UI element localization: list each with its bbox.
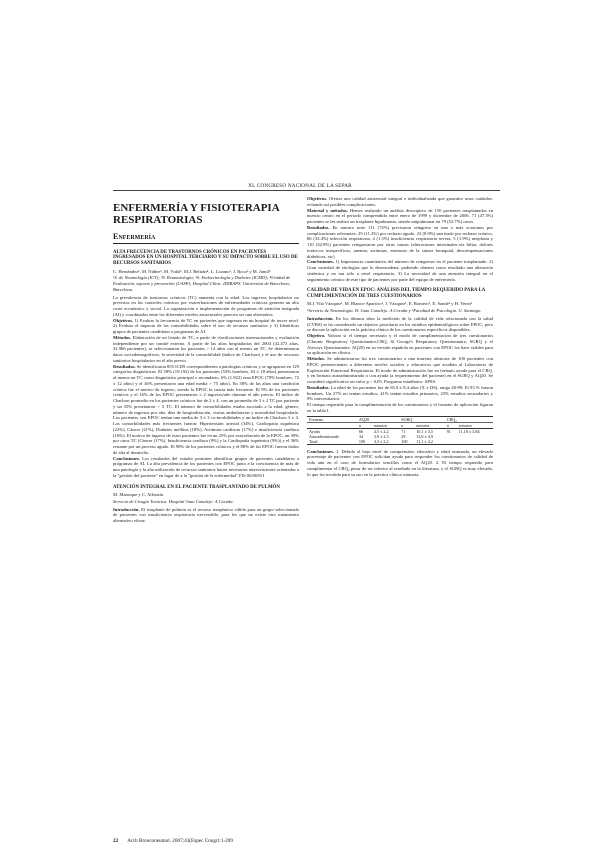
results-text: En nuestra serie 111 (74%) precisaron reingreso en una o más ocasiones por complicaciones relevantes: 29 (11.2%) por rechazo agudo, 23 (8.9%) motivado por rechazo crónico, 86 (33.4%) infección respiratoria, 4 (1.5%) insuficiencia respiratoria severa, 5 (1.9%) neoplasia y 110 (42.8%) pacientes reingresaron por otras causas (alteraciones intestinales-vía biliar, dolores torácicos inespecíficos, anemia, arritmias, estenosis de la sutura bronquial, descompensaciones diabéticas, etc)	[307, 224, 493, 259]
conclusions-label: Conclusiones.	[307, 448, 334, 454]
methods-text: Elaboración de un listado de TC, a partir de clasificaciones internacionales y evaluación independiente por un comité externo. A partir de las altas hospitalarias del 2004 (42.473 altas, 32.966 pacientes), se seleccionaron los pacientes > 14 años con al menos un TC. Se determinaron datos sociodemográficos, la severidad de la comorbilidad (índice de Charlson) y el uso de recursos sanitarios hospitalarios en el año previo.	[113, 334, 299, 363]
table-cell: 29	[401, 433, 406, 439]
table-group-sgrq: SGRQ	[399, 416, 444, 422]
conclusions-text: 1) Importancia cuantitativa del número de reingresos en el paciente trasplantado. 2) Gran variedad de etiologías que lo desencadena, pudiendo obtener como resultado una alteración sistémica y no tan sólo a nivel respiratorio. 3) La necesidad de una atención integral en el seguimiento crónico de este tipo de pacientes por parte del equipo de enfermería.	[307, 259, 493, 282]
page-number: 22	[113, 838, 119, 844]
right-column	[307, 196, 493, 716]
abstract-title: ALTA FRECUENCIA DE TRASTORNOS CRÓNICOS EN PACIENTES INGRESADOS EN UN HOSPITAL TERCIARIO Y SU IMPACTO SOBRE EL USO DE RECURSOS SANITARIOS	[113, 249, 298, 266]
conclusions-text: Los resultados del estudio permiten identificar grupos de pacientes candidatos a programas de AI. La alta prevalencia de los pacientes con EPOC junto a la coexistencia de más de una patología y la alta utilización de recursos sanitarios hacen necesarias intervenciones orientadas a la "gestión del paciente" en lugar de a la "gestión de la enfermedad".FIS 06/0659 I	[113, 455, 299, 478]
subsection-heading: Enfermería	[113, 234, 299, 244]
abstract-1	[113, 250, 299, 479]
abstract-authors: C. Hernández¹, M. Núñez², M. Vidal³, M.J. Beltrán⁴, L. Lozano¹, J. Roca¹ y M. Jamil⁵	[113, 268, 271, 274]
table-cell: 71	[401, 428, 406, 434]
table-cell: 4,5 ± 2,2	[373, 428, 389, 434]
abstract-3	[307, 288, 493, 477]
table-header-formato: Formato	[307, 416, 357, 422]
objectives-label: Objetivos.	[113, 317, 134, 323]
objectives-label: Objetivos.	[307, 196, 328, 201]
abstract-authors: M.J. Vila Vázquez¹, M. Blanco-Aparicio¹, I. Vázquez¹, E. Romero¹, E. Sande¹ y H. Verea¹	[307, 301, 473, 307]
objective-label: Objetivo.	[307, 333, 326, 339]
table-subheader-n: n	[399, 422, 414, 428]
table-cell: 11,1 ± 4,2	[414, 439, 445, 445]
left-column	[113, 196, 299, 831]
abstract-results	[113, 364, 299, 456]
abstract-title: CALIDAD DE VIDA EN EPOC: ANÁLISIS DEL TIEMPO REQUERIDO PARA LA CUMPLIMENTACIÓN DE TRES CUESTIONARIOS	[307, 288, 485, 299]
abstract-intro	[113, 507, 299, 524]
results-label: Resultados.	[307, 384, 330, 390]
abstract-2	[113, 485, 299, 524]
results-table	[307, 416, 493, 445]
objectives-text: Ofertar una calidad asistencial integral e individualizada que garantice unos cuidados, evitando así posibles complicaciones.	[307, 196, 493, 207]
abstract-affiliation: ¹S. de Neumología (ICT); ²S. Reumatología; ³S. Endocrinología y Diabetes (ICMD); ⁴Unidad de Evaluación, soporte y prevención (UASP); Hospital Clínic. IDIBAPS. Universitat de Barcelona, Barcelona.	[113, 275, 291, 292]
abstract-methods	[113, 335, 299, 364]
abstract-intro: La prevalencia de trastornos crónicos (TC) aumenta con la edad. Los ingresos hospitalarios no previstos en los controles crónicos por exacerbaciones de enfermedades crónicas generan un alto coste económico y social. La organización e implementación de programas de atención integrada (AI) y coordinados entre los diferentes niveles asistenciales parecen ser una alternativa.	[113, 294, 299, 317]
methods-label: Métodos.	[307, 356, 325, 362]
header-rule	[113, 190, 500, 191]
abstract-affiliation: ¹Servicio de Neumología. H. Juan Canalejo. A Coruña y ²Facultad de Psicología. U. Santiago.	[307, 308, 482, 314]
table-group-crq: CRQ₂	[445, 416, 493, 422]
abstract-intro	[307, 316, 493, 333]
abstract-title: ATENCIÓN INTEGRAL EN EL PACIENTE TRASPLANTADO DE PULMÓN	[113, 484, 280, 490]
section-title: ENFERMERÍA Y FISIOTERAPIA RESPIRATORIAS	[113, 202, 280, 226]
page-footer	[113, 838, 233, 844]
table-cell-label: Ayuda	[309, 428, 320, 434]
methods-text: Hemos realizado un análisis descriptivo de 150 pacientes trasplantados en nuestro centro en el periodo comprendido entre enero de 1999 y diciembre de 2006. 71 (47.3%) pacientes se les realizó un trasplante bipulmonar, siendo unipulmonar en 79 (52.7%) casos.	[307, 207, 493, 224]
table-cell: 66	[358, 428, 364, 434]
abstract-conclusions	[113, 456, 299, 479]
abstract-methods	[307, 356, 493, 385]
abstract-methods	[307, 208, 493, 225]
table-cell-label: Total	[307, 439, 357, 445]
intro-label: Introducción.	[307, 315, 334, 321]
results-label: Resultados.	[307, 224, 330, 230]
table-cell	[457, 439, 493, 445]
abstract-objectives	[113, 318, 299, 335]
abstract-conclusions	[307, 449, 493, 478]
table-cell: 10,1 ± 3,5	[416, 428, 434, 434]
methods-label: Métodos.	[113, 334, 131, 340]
table-cell: 91	[446, 428, 451, 434]
table-cell-label: Autoadministrado	[309, 433, 340, 439]
table-cell: 100	[399, 439, 414, 445]
table-subheader-n: n	[357, 422, 372, 428]
table-subheader-n: n	[445, 422, 457, 428]
objectives-text: 1) Evaluar la frecuencia de TC en pacientes que ingresan en un hospital de tercer nivel. 2) Evaluar el impacto de las comorbilidades sobre el uso de recursos sanitarios y 3) Identificar grupos de pacientes candidatos a programas de AI.	[113, 317, 299, 335]
table-cell: 13,6 ± 4,9	[416, 433, 434, 439]
table-cell: 11,18 ± 3,84	[458, 428, 480, 434]
table-subheader-minutos: minutos	[414, 422, 445, 428]
abstract-results-2: El tiempo requerido para la cumplimentación de los cuestionarios y el formato de aplicación figuran en la tabla I.	[307, 402, 493, 413]
abstract-results	[307, 385, 493, 402]
table-cell: 4,3 ± 2,2	[372, 439, 399, 445]
table-cell: 100	[357, 439, 372, 445]
table-cell: 34	[358, 433, 364, 439]
table-cell	[445, 439, 457, 445]
table-group-aq20: AQ20	[357, 416, 399, 422]
intro-text: El trasplante de pulmón es el recurso terapéutico válido para un grupo seleccionado de pacientes con insuficiencia respiratoria irreversible, para los que no existe otro tratamiento alternativo eficaz.	[113, 506, 299, 524]
methods-label: Material y métodos.	[307, 207, 348, 213]
results-text: Se identificaron 855 ICD9 correspondientes a patologías crónicas y se agruparon en 129 categorías diagnósticas. El 58% (19.192) de los pacientes (53% hombres, 63 ± 18 años) presentaron al menos un TC como diagnóstico principal o secundario, 6% (1.922) eran EPOC (79% hombres, 72 ± 12 años) y el 46% presentaron una edad media > 75 años). En 38% de las altas una condición crónica fue el motivo de ingreso, siendo la EPOC la cuarta más frecuente. El 9% de los pacientes crónicos y el 16% de los EPOC presentaron ≥ 2 ingresos/año durante el año previo. El índice de Charlson promedio en los pacientes crónicos fue de 2 ± 4, con un promedio de 3 ± 2 TC por paciente y un 35% presentaron > 3 TC. El número de comorbilidades estaba asociado a la edad, género, número de ingresos por año, días de hospitalización, visitas ambulatorias y mortalidad hospitalaria. Los pacientes con EPOC tenían una media de 3 ± 3 co-morbilidades y un índice de Charlson 3 ± 4. Las comorbilidades más frecuentes fueron: Hipertensión arterial (34%), Cardiopatía isquémica (22%), Cáncer (21%), Diabetes mellitus (18%), Arritmias cardíacas (17%) e insuficiencia cardíaca (16%). El motivo de ingreso de estos pacientes fue en un 25% por exacerbación de la EPOC, un 39% por otros TC (Cáncer (17%), Insuficiencia cardíaca (9%) y la Cardiopatía isquémica (9%)) y el 36% restante por un proceso agudo. El 90% de los pacientes crónicos y el 88% de los EPOC fueron dados de alta al domicilio.	[113, 363, 299, 455]
abstract-affiliation: Servicio de Cirugía Torácica. Hospital Juan Canalejo. A Coruña.	[113, 498, 234, 504]
table-subheader-minutos: minutos	[457, 422, 493, 428]
table-subheader-minutos: minutos	[372, 422, 399, 428]
running-head: XL CONGRESO NACIONAL DE LA SEPAR	[248, 183, 352, 189]
conclusions-label: Conclusiones.	[307, 259, 334, 265]
journal-citation: Arch Bronconeumol. 2007;43(Espec Congr):1-209	[127, 838, 233, 844]
intro-text: En los últimos años la medición de la calidad de vida relacionada con la salud (CVRS) se ha considerado un objetivo prioritario en los estudios epidemiológicos sobre EPOC, pero se discute la aplicación en la práctica clínica de los cuestionarios específicos disponibles.	[307, 315, 493, 333]
results-label: Resultados.	[113, 363, 136, 369]
methods-text: Se administraron los tres cuestionarios a una muestra aleatoria de 100 pacientes con EPOC pertenecientes a diferentes niveles sociales y educativos que acudían al Laboratorio de Exploración Funcional Respiratoria. El modo de administración fue en formato ayuda para el CRQ, y en formato autoadministrado o con ayuda (a requerimiento del paciente) en el SGRQ y AQ20. Se consideró significativo un valor p < 0,05. Programa estadístico: SPSS.	[307, 356, 493, 385]
conclusions-label: Conclusiones.	[113, 455, 140, 461]
abstract-authors: M. Manrique y C. Alfonsín	[113, 492, 164, 498]
table-row	[307, 439, 493, 445]
conclusions-text: 1. Debido al bajo nivel de comprensión, educativo y edad avanzada, un elevado porcentaje de pacientes con EPOC solicitan ayuda para responder los cuestionarios de calidad de vida aún en el caso de formularios sencillos como el AQ20. 2. El tiempo requerido para cumplimentar el CRQ₂ pesar de ser inferior al reseñado en la literatura, y el SGRQ es muy elevado, lo que los invalida para su uso en la práctica clínica rutinaria.	[307, 448, 493, 477]
results-text: La edad de los pacientes fue de 65,9 ± 8,4 años (X ± DS), rango 40-89; El 93 % fueron hombres. Un 27% no tenían estudios, 41% tenían estudios primarios, 23% estudios secundarios y 9% universitarios.	[307, 384, 493, 402]
abstract-objectives	[307, 196, 493, 208]
abstract-conclusions	[307, 259, 493, 282]
abstract-results	[307, 225, 493, 260]
abstract-objective	[307, 333, 493, 356]
table-cell: 3,9 ± 2,3	[373, 433, 389, 439]
abstract-2-continued	[307, 196, 493, 282]
intro-label: Introducción.	[113, 506, 140, 512]
objective-text: Valorar si el tiempo necesario y el modo de cumplimentación de tres cuestionarios (Chronic Respiratory Questionnaire,CRQ, St George's Respiratory Questionnaire, SGRQ y el Airways Questionnaire, AQ20) en su versión española en pacientes con EPOC los hace viables para su aplicación en clínica.	[307, 333, 493, 356]
